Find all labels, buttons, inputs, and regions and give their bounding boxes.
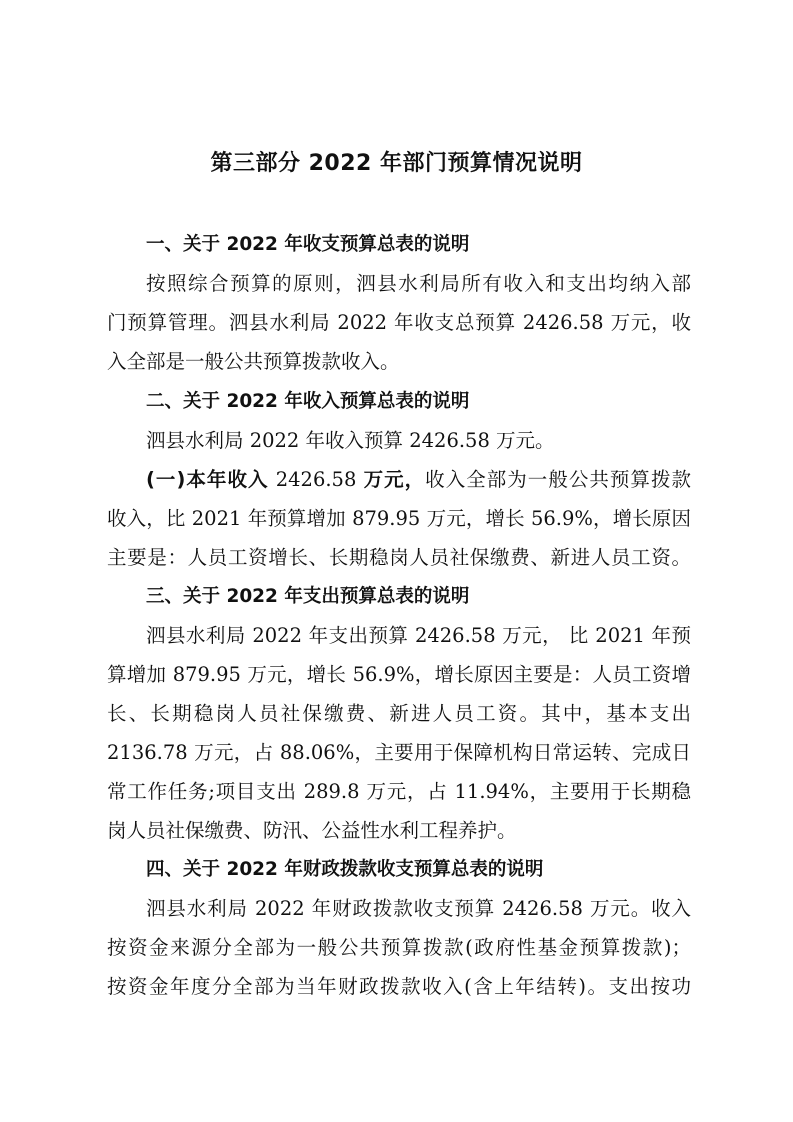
section-1-line-1: 按照综合预算的原则，泗县水利局所有收入和支出均纳入部	[146, 272, 691, 295]
section-3-line-1: 泗县水利局 2022 年支出预算 2426.58 万元， 比 2021 年预	[146, 624, 691, 647]
section-2-line-1: 收入，比 2021 年预算增加 879.95 万元，增长 56.9%，增长原因	[107, 507, 691, 530]
section-1-heading: 一、关于 2022 年收支预算总表的说明	[146, 234, 470, 255]
section-4-line-3: 按资金年度分全部为当年财政拨款收入(含上年结转)。支出按功	[107, 975, 691, 998]
section-2-item-1	[146, 466, 691, 494]
item-label: (一)本年收入	[146, 468, 269, 491]
section-3-line-3: 长、长期稳岗人员社保缴费、新进人员工资。其中，基本支出	[107, 702, 691, 725]
section-2-line-2: 主要是：人员工资增长、长期稳岗人员社保缴费、新进人员工资。	[107, 546, 691, 569]
item-rest: 收入全部为一般公共预算拨款	[425, 468, 691, 491]
section-3-heading: 三、关于 2022 年支出预算总表的说明	[146, 586, 470, 607]
section-1-line-2: 门预算管理。泗县水利局 2022 年收支总预算 2426.58 万元，收	[107, 311, 691, 334]
section-3-line-2: 算增加 879.95 万元，增长 56.9%，增长原因主要是：人员工资增	[107, 663, 691, 686]
section-3-line-5: 常工作任务;项目支出 289.8 万元，占 11.94%，主要用于长期稳	[107, 780, 691, 803]
section-2-heading: 二、关于 2022 年收入预算总表的说明	[146, 391, 470, 412]
section-3-line-6: 岗人员社保缴费、防汛、公益性水利工程养护。	[107, 819, 517, 842]
section-4-heading: 四、关于 2022 年财政拨款收支预算总表的说明	[146, 859, 544, 880]
page-title: 第三部分 2022 年部门预算情况说明	[210, 151, 583, 176]
section-1-line-3: 入全部是一般公共预算拨款收入。	[107, 350, 400, 373]
section-4-line-2: 按资金来源分全部为一般公共预算拨款(政府性基金预算拨款)；	[107, 936, 691, 959]
item-unit: 万元，	[363, 468, 426, 491]
section-4-line-1: 泗县水利局 2022 年财政拨款收支预算 2426.58 万元。收入	[146, 897, 691, 920]
item-amount: 2426.58	[268, 468, 364, 491]
section-3-line-4: 2136.78 万元，占 88.06%，主要用于保障机构日常运转、完成日	[107, 741, 691, 764]
section-2-intro: 泗县水利局 2022 年收入预算 2426.58 万元。	[146, 429, 555, 452]
